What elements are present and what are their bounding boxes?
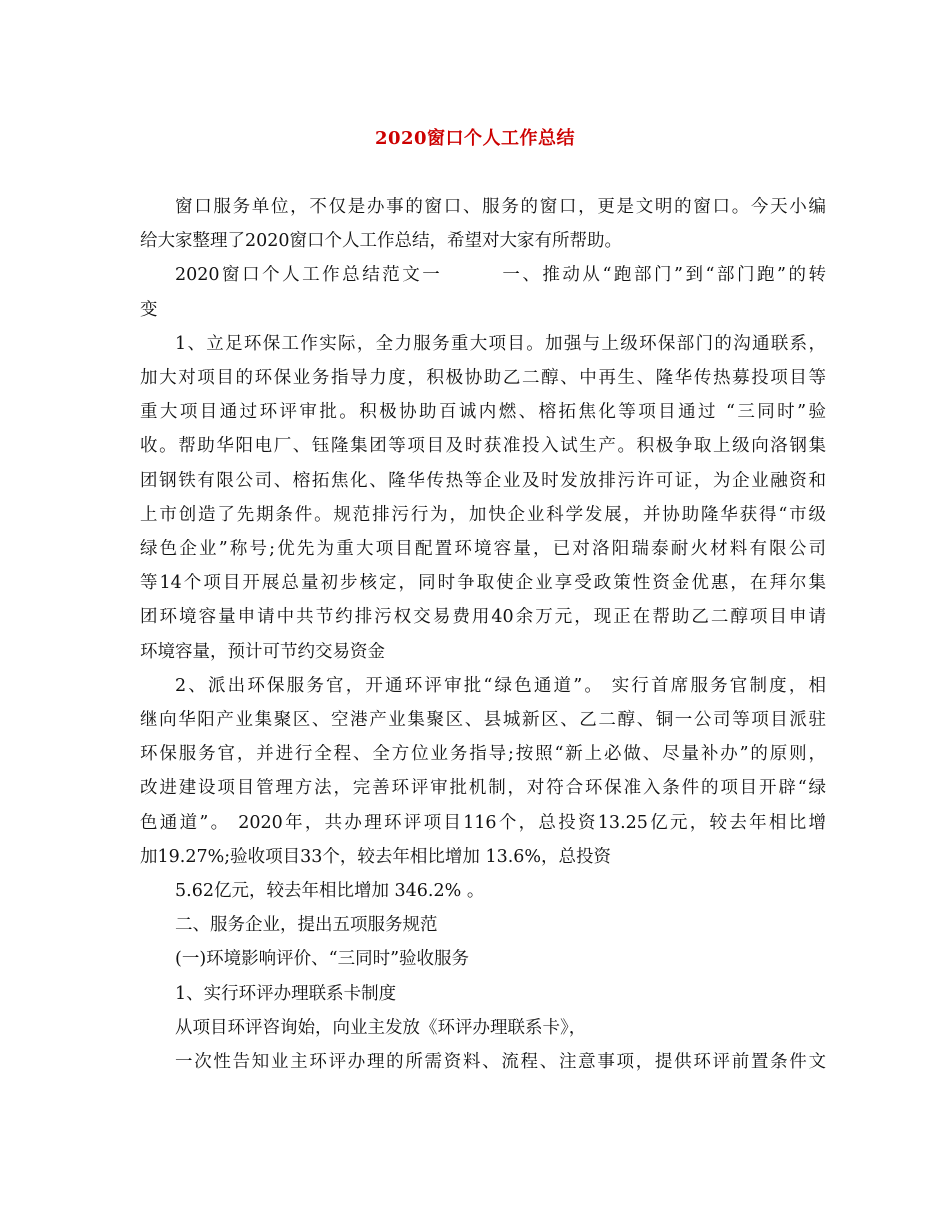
- body-line: 收。帮助华阳电厂、钰隆集团等项目及时获准投入试生产。积极争取上级向洛钢集: [140, 436, 826, 457]
- body-line: 给大家整理了2020窗口个人工作总结，希望对大家有所帮助。: [140, 231, 623, 252]
- body-line: 一次性告知业主环评办理的所需资料、流程、注意事项，提供环评前置条件文: [175, 1052, 826, 1073]
- body-line: 2020窗口个人工作总结范文一 一、推动从“跑部门”到“部门跑”的转: [175, 265, 826, 286]
- body-line: (一)环境影响评价、“三同时”验收服务: [175, 949, 470, 970]
- body-line: 2、派出环保服务官，开通环评审批“绿色通道”。 实行首席服务官制度，相: [175, 675, 826, 696]
- body-line: 5.62亿元，较去年相比增加 346.2% 。: [175, 881, 485, 902]
- body-line: 重大项目通过环评审批。积极协助百诚内燃、榕拓焦化等项目通过 “三同时”验: [140, 402, 826, 423]
- body-line: 1、实行环评办理联系卡制度: [175, 983, 397, 1004]
- body-line: 环境容量，预计可节约交易资金: [140, 641, 385, 662]
- body-line: 1、立足环保工作实际，全力服务重大项目。加强与上级环保部门的沟通联系，: [175, 333, 826, 354]
- body-line: 等14个项目开展总量初步核定，同时争取使企业享受政策性资金优惠，在拜尔集: [140, 573, 826, 594]
- body-line: 环保服务官，并进行全程、全方位业务指导;按照“新上必做、尽量补办”的原则，: [140, 744, 826, 765]
- body-line: 加19.27%;验收项目33个，较去年相比增加 13.6%，总投资: [140, 846, 612, 867]
- body-line: 变: [140, 299, 158, 320]
- body-line: 上市创造了先期条件。规范排污行为，加快企业科学发展，并协助隆华获得“市级: [140, 504, 826, 525]
- body-line: 改进建设项目管理方法，完善环评审批机制，对符合环保准入条件的项目开辟“绿: [140, 778, 826, 799]
- body-line: 色通道”。 2020年，共办理环评项目116个，总投资13.25亿元，较去年相比增: [140, 812, 826, 833]
- document-title: 2020窗口个人工作总结: [374, 128, 576, 149]
- body-line: 从项目环评咨询始，向业主发放《环评办理联系卡》，: [175, 1017, 587, 1038]
- body-line: 继向华阳产业集聚区、空港产业集聚区、县城新区、乙二醇、铜一公司等项目派驻: [140, 710, 826, 731]
- body-line: 绿色企业”称号;优先为重大项目配置环境容量，已对洛阳瑞泰耐火材料有限公司: [140, 539, 826, 560]
- body-line: 窗口服务单位，不仅是办事的窗口、服务的窗口，更是文明的窗口。今天小编: [175, 197, 826, 217]
- body-line: 加大对项目的环保业务指导力度，积极协助乙二醇、中再生、隆华传热募投项目等: [140, 368, 826, 389]
- body-line: 团环境容量申请中共节约排污权交易费用40余万元，现正在帮助乙二醇项目申请: [140, 607, 826, 628]
- document-body: [140, 190, 826, 1079]
- body-line: 团钢铁有限公司、榕拓焦化、隆华传热等企业及时发放排污许可证，为企业融资和: [140, 470, 826, 491]
- body-line: 二、服务企业，提出五项服务规范: [175, 915, 438, 936]
